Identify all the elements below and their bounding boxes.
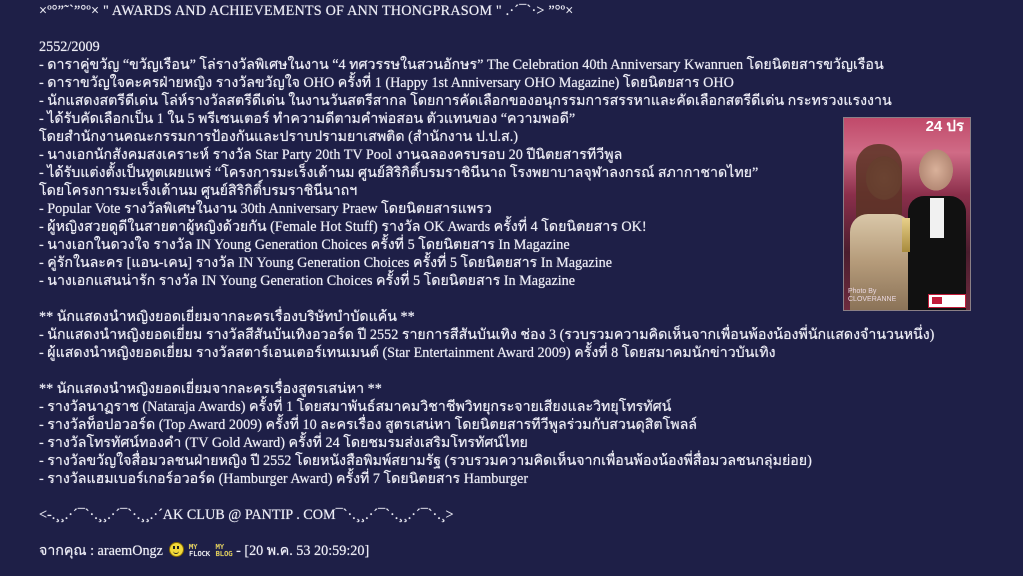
spacer — [39, 362, 1023, 380]
award-item: - รางวัลโทรทัศน์ทองคำ (TV Gold Award) ครั้งที่ 24 โดยชมรมส่งเสริมโทรทัศน์ไทย — [39, 435, 528, 451]
smiley-icon — [169, 542, 184, 557]
award-item: - นางเอกนักสังคมสงเคราะห์ รางวัล Star Party 20th TV Pool งานฉลองครบรอบ 20 ปีนิตยสารทีวีพูล — [39, 147, 623, 163]
award-item: - Popular Vote รางวัลพิเศษในงาน 30th Anniversary Praew โดยนิตยสารแพรว — [39, 201, 492, 217]
badge-top-text: MY — [189, 543, 198, 551]
badge-top-text: MY — [215, 543, 225, 551]
page-title: ×º°”˜`”°º× " AWARDS AND ACHIEVEMENTS OF ANN THONGPRASOM " .·´¯`·> ”°º× — [39, 3, 574, 19]
award-item: โดยโครงการมะเร็งเต้านม ศูนย์สิริกิติ์บรมราชินีนาถฯ — [39, 183, 358, 199]
photo-banner-text: 24 ปร — [925, 118, 964, 135]
award-item: - รางวัลแฮมเบอร์เกอร์อวอร์ด (Hamburger Award) ครั้งที่ 7 โดยนิตยสาร Hamburger — [39, 471, 529, 487]
award-item: - ผู้แสดงนำหญิงยอดเยี่ยม รางวัลสตาร์เอนเตอร์เทนเมนต์ (Star Entertainment Award 2009) ครั้งที่ 8 โดยสมาคมนักข่าวบันเทิง — [39, 345, 776, 361]
award-item: - ผู้หญิงสวยดูดีในสายตาผู้หญิงด้วยกัน (Female Hot Stuff) รางวัล OK Awards ครั้งที่ 4 โดยนิตยสาร OK! — [39, 219, 647, 235]
badge-bottom-text: FLOCK — [189, 550, 211, 558]
award-item: - ดาราขวัญใจคะครฝ่ายหญิง รางวัลขวัญใจ OHO ครั้งที่ 1 (Happy 1st Anniversary OHO Magazine) โดยนิตยสาร OHO — [39, 75, 734, 91]
spacer — [39, 488, 1023, 506]
award-item: โดยสำนักงานคณะกรรมการป้องกันและปราบปรามยาเสพติด (สำนักงาน ป.ป.ส.) — [39, 129, 518, 145]
logo-icon — [928, 294, 966, 308]
spacer — [39, 524, 1023, 542]
award-item: - คู่รักในละคร [แอน-เคน] รางวัล IN Young Generation Choices ครั้งที่ 5 โดยนิตยสาร In Magazine — [39, 255, 613, 271]
my-flock-badge-icon[interactable] — [189, 544, 210, 558]
spacer — [39, 20, 1023, 38]
award-item: - รางวัลนาฏราช (Nataraja Awards) ครั้งที่ 1 โดยสมาพันธ์สมาคมวิชาชีพวิทยุกระจายเสียงและวิทยุโทรทัศน์ — [39, 399, 672, 415]
section-heading: ** นักแสดงนำหญิงยอดเยี่ยมจากละครเรื่องสูตรเสน่หา ** — [39, 381, 382, 397]
club-link-line: <-.¸¸.·´¯`·.¸¸.·´¯`·.¸¸.·´AK CLUB @ PANTIP . COM¯`·.¸¸.·´¯`·.¸¸.·´¯`·.¸> — [39, 507, 454, 523]
badge-bottom-text: BLOG — [215, 550, 233, 558]
award-item: - รางวัลท็อปอวอร์ด (Top Award 2009) ครั้งที่ 10 ละครเรื่อง สูตรเสน่หา โดยนิตยสารทีวีพูลร่วมกับสวนดุสิตโพลล์ — [39, 417, 697, 433]
award-item: - นางเอกในดวงใจ รางวัล IN Young Generation Choices ครั้งที่ 5 โดยนิตยสาร In Magazine — [39, 237, 570, 253]
award-item: - นักแสดงสตรีดีเด่น โล่ห์รางวัลสตรีดีเด่น ในงานวันสตรีสากล โดยการคัดเลือกของอนุกรรมการสรรหาและคัดเลือกสตรีดีเด่น กระทรวงแรงงาน — [39, 93, 892, 109]
photo-figure-shirt — [930, 198, 944, 238]
award-item: - ได้รับแต่งตั้งเป็นทูตเผยแพร่ “โครงการมะเร็งเต้านม ศูนย์สิริกิติ์บรมราชินีนาถ โรงพยาบาลจุฬาลงกรณ์ สภากาชาดไทย” — [39, 165, 759, 181]
award-item: - นักแสดงนำหญิงยอดเยี่ยม รางวัลสีสันบันเทิงอวอร์ด ปี 2552 รายการสีสันบันเทิง ช่อง 3 (รวบรวมความคิดเห็นจากเพื่อนพ้องน้องพี่นักแสดงจำนวนหนึ่ง) — [39, 327, 935, 343]
my-blog-badge-icon[interactable] — [216, 544, 233, 558]
photo-watermark: Photo By CLOVERANNE — [848, 288, 897, 303]
year-label: 2552/2009 — [39, 39, 100, 55]
award-item: - นางเอกแสนน่ารัก รางวัล IN Young Generation Choices ครั้งที่ 5 โดยนิตยสาร In Magazine — [39, 273, 576, 289]
award-item: - ได้รับคัดเลือกเป็น 1 ใน 5 พรีเซนเตอร์ ทำความดีตามคำพ่อสอน ตัวแทนของ “ความพอดี” — [39, 111, 576, 127]
award-item: - ดาราคู่ขวัญ “ขวัญเรือน” โล่รางวัลพิเศษในงาน “4 ทศวรรษในสวนอักษร” The Celebration 40th Anniversary Kwanruen โดยนิตยสารขวัญเรือน — [39, 57, 884, 73]
section-heading: ** นักแสดงนำหญิงยอดเยี่ยมจากละครเรื่องบริษัทบำบัดแค้น ** — [39, 309, 415, 325]
award-photo — [843, 117, 971, 311]
trophy-icon — [902, 218, 910, 252]
award-item: - รางวัลขวัญใจสื่อมวลชนฝ่ายหญิง ปี 2552 โดยหนังสือพิมพ์สยามรัฐ (รวบรวมความคิดเห็นจากเพื่อนพ้องน้องพี่สื่อมวลชนกลุ่มย่อย) — [39, 453, 812, 469]
post-signature — [39, 542, 1023, 560]
post-timestamp: - [20 พ.ค. 53 20:59:20] — [236, 543, 370, 559]
author-label[interactable]: จากคุณ : araemOngz — [39, 543, 163, 559]
